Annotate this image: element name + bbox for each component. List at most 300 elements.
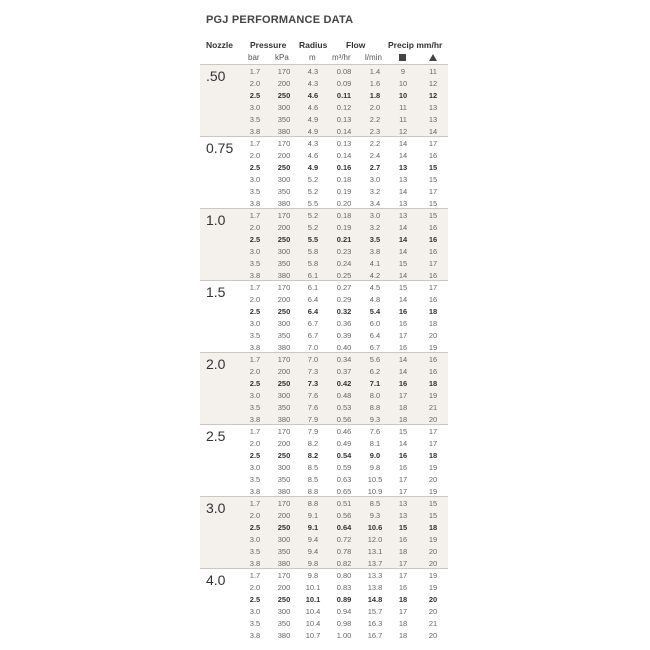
bar-cell: 3.8 (249, 415, 261, 424)
square-precip-cell: 16 (398, 379, 408, 388)
bar-cell: 2.0 (249, 439, 261, 448)
bar-cell: 2.5 (249, 91, 261, 100)
table-row (200, 367, 448, 379)
bar-cell: 1.7 (249, 139, 261, 148)
kpa-cell: 200 (277, 439, 291, 448)
lmin-cell: 6.2 (369, 367, 381, 376)
m3hr-cell: 0.21 (336, 235, 352, 244)
square-precip-cell: 16 (398, 343, 408, 352)
square-precip-cell: 16 (398, 307, 408, 316)
square-precip-cell: 14 (398, 247, 408, 256)
triangle-precip-cell: 14 (428, 127, 438, 136)
table-row (200, 307, 448, 319)
lmin-cell: 9.3 (369, 415, 381, 424)
performance-table (200, 0, 448, 650)
table-row (200, 583, 448, 595)
square-precip-cell: 18 (398, 403, 408, 412)
bar-cell: 2.5 (249, 307, 261, 316)
bar-cell: 2.5 (249, 379, 261, 388)
square-precip-cell: 17 (398, 559, 408, 568)
radius-cell: 4.9 (307, 115, 319, 124)
m3hr-cell: 0.32 (336, 307, 352, 316)
bar-cell: 2.0 (249, 79, 261, 88)
triangle-precip-cell: 16 (428, 247, 438, 256)
bar-cell: 3.5 (249, 547, 261, 556)
radius-cell: 5.2 (307, 211, 319, 220)
triangle-precip-cell: 15 (428, 211, 438, 220)
table-row (200, 175, 448, 187)
bar-cell: 3.5 (249, 475, 261, 484)
m3hr-cell: 0.56 (336, 415, 352, 424)
triangle-precip-cell: 20 (428, 607, 438, 616)
table-row (200, 247, 448, 259)
triangle-precip-cell: 17 (428, 439, 438, 448)
bar-cell: 2.5 (249, 235, 261, 244)
bar-cell: 1.7 (249, 571, 261, 580)
bar-cell: 3.8 (249, 127, 261, 136)
kpa-cell: 170 (277, 571, 291, 580)
radius-cell: 8.5 (307, 463, 319, 472)
nozzle-group (200, 64, 448, 136)
triangle-precip-cell: 19 (428, 343, 438, 352)
triangle-precip-cell: 18 (428, 307, 438, 316)
square-precip-cell: 14 (398, 187, 408, 196)
radius-cell: 5.2 (307, 175, 319, 184)
bar-cell: 3.0 (249, 319, 261, 328)
lmin-cell: 1.4 (369, 67, 381, 76)
kpa-cell: 380 (277, 127, 291, 136)
m3hr-cell: 0.54 (336, 451, 352, 460)
square-precip-cell: 15 (398, 523, 408, 532)
triangle-precip-cell: 13 (428, 115, 438, 124)
m3hr-cell: 0.25 (336, 271, 352, 280)
m3hr-cell: 0.12 (336, 103, 352, 112)
kpa-cell: 170 (277, 67, 291, 76)
m3hr-cell: 0.11 (336, 91, 352, 100)
table-row (200, 103, 448, 115)
kpa-cell: 200 (277, 151, 291, 160)
table-row (200, 355, 448, 367)
bar-cell: 2.5 (249, 451, 261, 460)
radius-cell: 7.6 (307, 391, 319, 400)
nozzle-size: 1.5 (206, 284, 226, 300)
table-row (200, 403, 448, 415)
m3hr-cell: 0.48 (336, 391, 352, 400)
radius-cell: 4.9 (307, 163, 319, 172)
bar-cell: 2.0 (249, 583, 261, 592)
triangle-precip-cell: 15 (428, 511, 438, 520)
kpa-cell: 300 (277, 175, 291, 184)
kpa-cell: 250 (277, 235, 291, 244)
kpa-cell: 380 (277, 199, 291, 208)
radius-cell: 7.3 (307, 379, 319, 388)
m3hr-cell: 0.23 (336, 247, 352, 256)
m3hr-cell: 0.56 (336, 511, 352, 520)
radius-cell: 5.8 (307, 247, 319, 256)
lmin-cell: 6.7 (369, 343, 381, 352)
radius-cell: 5.8 (307, 259, 319, 268)
bar-cell: 1.7 (249, 499, 261, 508)
square-precip-cell: 13 (398, 211, 408, 220)
lmin-cell: 9.0 (369, 451, 381, 460)
table-row (200, 595, 448, 607)
bar-cell: 3.0 (249, 103, 261, 112)
table-row (200, 607, 448, 619)
square-precip-cell: 16 (398, 583, 408, 592)
square-spacing-icon (399, 54, 406, 61)
lmin-cell: 13.8 (367, 583, 383, 592)
lmin-cell: 16.3 (367, 619, 383, 628)
lmin-cell: 6.0 (369, 319, 381, 328)
kpa-cell: 380 (277, 271, 291, 280)
radius-cell: 10.1 (305, 583, 321, 592)
bar-cell: 2.5 (249, 163, 261, 172)
radius-cell: 4.9 (307, 127, 319, 136)
m3hr-cell: 0.18 (336, 175, 352, 184)
triangle-precip-cell: 20 (428, 559, 438, 568)
square-precip-cell: 13 (398, 163, 408, 172)
square-precip-cell: 14 (398, 367, 408, 376)
m3hr-cell: 0.14 (336, 127, 352, 136)
lmin-cell: 14.8 (367, 595, 383, 604)
table-row (200, 91, 448, 103)
group-divider (200, 208, 448, 209)
bar-cell: 2.0 (249, 151, 261, 160)
radius-cell: 4.3 (307, 67, 319, 76)
lmin-cell: 6.4 (369, 331, 381, 340)
lmin-cell: 4.8 (369, 295, 381, 304)
triangle-precip-cell: 19 (428, 535, 438, 544)
triangle-precip-cell: 15 (428, 163, 438, 172)
kpa-cell: 350 (277, 115, 291, 124)
square-precip-cell: 14 (398, 151, 408, 160)
triangle-precip-cell: 21 (428, 403, 438, 412)
m3hr-cell: 0.65 (336, 487, 352, 496)
kpa-cell: 200 (277, 223, 291, 232)
bar-cell: 3.5 (249, 259, 261, 268)
nozzle-size: .50 (206, 68, 226, 84)
radius-cell: 7.9 (307, 415, 319, 424)
kpa-cell: 250 (277, 379, 291, 388)
square-precip-cell: 18 (398, 619, 408, 628)
table-row (200, 475, 448, 487)
lmin-cell: 3.4 (369, 199, 381, 208)
table-row (200, 451, 448, 463)
m3hr-cell: 0.13 (336, 139, 352, 148)
radius-cell: 4.6 (307, 151, 319, 160)
triangle-precip-cell: 19 (428, 463, 438, 472)
kpa-cell: 300 (277, 535, 291, 544)
m3hr-cell: 0.08 (336, 67, 352, 76)
triangle-precip-cell: 16 (428, 223, 438, 232)
radius-cell: 10.4 (305, 619, 321, 628)
lmin-cell: 10.6 (367, 523, 383, 532)
kpa-cell: 200 (277, 367, 291, 376)
bar-cell: 3.0 (249, 391, 261, 400)
m3hr-cell: 0.29 (336, 295, 352, 304)
triangle-precip-cell: 16 (428, 367, 438, 376)
nozzle-size: 2.5 (206, 428, 226, 444)
bar-cell: 2.0 (249, 223, 261, 232)
bar-cell: 3.8 (249, 631, 261, 640)
triangle-precip-cell: 12 (428, 79, 438, 88)
kpa-cell: 350 (277, 619, 291, 628)
bar-unit: bar (248, 53, 260, 62)
m3hr-cell: 0.83 (336, 583, 352, 592)
triangle-precip-cell: 16 (428, 271, 438, 280)
bar-cell: 3.8 (249, 343, 261, 352)
radius-cell: 9.1 (307, 523, 319, 532)
bar-cell: 1.7 (249, 67, 261, 76)
m-unit: m (309, 53, 316, 62)
lmin-cell: 3.2 (369, 223, 381, 232)
triangle-precip-cell: 16 (428, 355, 438, 364)
kpa-cell: 200 (277, 79, 291, 88)
triangle-precip-cell: 20 (428, 595, 438, 604)
triangle-precip-cell: 19 (428, 583, 438, 592)
m3hr-cell: 0.09 (336, 79, 352, 88)
m3hr-cell: 0.94 (336, 607, 352, 616)
bar-cell: 3.5 (249, 619, 261, 628)
bar-cell: 1.7 (249, 355, 261, 364)
table-row (200, 139, 448, 151)
radius-cell: 5.5 (307, 235, 319, 244)
radius-cell: 4.3 (307, 139, 319, 148)
m3hr-cell: 0.49 (336, 439, 352, 448)
bar-cell: 3.8 (249, 559, 261, 568)
triangle-precip-cell: 11 (429, 67, 437, 76)
triangle-precip-cell: 17 (428, 139, 438, 148)
table-row (200, 391, 448, 403)
triangle-precip-cell: 18 (428, 379, 438, 388)
lmin-cell: 3.0 (369, 211, 381, 220)
m3hr-cell: 0.46 (336, 427, 352, 436)
square-precip-cell: 15 (398, 259, 408, 268)
bar-cell: 2.5 (249, 595, 261, 604)
lmin-cell: 10.9 (367, 487, 383, 496)
square-precip-cell: 17 (398, 607, 408, 616)
m3hr-cell: 0.19 (336, 223, 352, 232)
bar-cell: 2.5 (249, 523, 261, 532)
kpa-cell: 300 (277, 103, 291, 112)
radius-cell: 7.0 (307, 355, 319, 364)
kpa-cell: 350 (277, 331, 291, 340)
radius-cell: 4.6 (307, 91, 319, 100)
square-precip-cell: 10 (398, 79, 408, 88)
triangle-precip-cell: 19 (428, 571, 438, 580)
table-row (200, 379, 448, 391)
kpa-cell: 350 (277, 403, 291, 412)
square-precip-cell: 10 (398, 91, 408, 100)
square-precip-cell: 15 (398, 427, 408, 436)
square-precip-cell: 18 (398, 595, 408, 604)
radius-cell: 6.7 (307, 331, 319, 340)
radius-cell: 5.2 (307, 223, 319, 232)
radius-cell: 7.6 (307, 403, 319, 412)
table-row (200, 79, 448, 91)
triangle-precip-cell: 13 (428, 103, 438, 112)
square-precip-cell: 14 (398, 271, 408, 280)
square-precip-cell: 9 (400, 67, 406, 76)
radius-cell: 8.2 (307, 439, 319, 448)
triangle-precip-cell: 18 (428, 319, 438, 328)
triangle-precip-cell: 20 (428, 331, 438, 340)
lmin-cell: 8.5 (369, 499, 381, 508)
bar-cell: 3.8 (249, 271, 261, 280)
table-row (200, 631, 448, 643)
square-precip-cell: 18 (398, 415, 408, 424)
table-row (200, 547, 448, 559)
m3hr-cell: 0.53 (336, 403, 352, 412)
triangle-precip-cell: 20 (428, 475, 438, 484)
kpa-cell: 250 (277, 91, 291, 100)
lmin-cell: 7.6 (369, 427, 381, 436)
m3hr-cell: 1.00 (336, 631, 352, 640)
kpa-cell: 170 (277, 211, 291, 220)
square-precip-cell: 13 (398, 499, 408, 508)
square-precip-cell: 13 (398, 511, 408, 520)
lmin-cell: 15.7 (367, 607, 383, 616)
triangle-precip-cell: 19 (428, 391, 438, 400)
square-precip-cell: 17 (398, 391, 408, 400)
table-row (200, 535, 448, 547)
radius-header: Radius (299, 40, 328, 50)
kpa-cell: 170 (277, 139, 291, 148)
kpa-cell: 250 (277, 523, 291, 532)
kpa-cell: 200 (277, 295, 291, 304)
square-precip-cell: 17 (398, 475, 408, 484)
m3hr-cell: 0.89 (336, 595, 352, 604)
radius-cell: 10.1 (305, 595, 321, 604)
square-precip-cell: 14 (398, 355, 408, 364)
triangle-precip-cell: 16 (428, 235, 438, 244)
table-row (200, 463, 448, 475)
triangle-precip-cell: 19 (428, 487, 438, 496)
lmin-cell: 4.5 (369, 283, 381, 292)
bar-cell: 3.8 (249, 199, 261, 208)
triangle-precip-cell: 15 (428, 175, 438, 184)
triangle-precip-cell: 15 (428, 499, 438, 508)
table-row (200, 331, 448, 343)
radius-cell: 7.3 (307, 367, 319, 376)
precip-header: Precip mm/hr (388, 40, 443, 50)
m3hr-cell: 0.14 (336, 151, 352, 160)
triangle-precip-cell: 17 (428, 427, 438, 436)
table-row (200, 571, 448, 583)
table-row (200, 439, 448, 451)
bar-cell: 3.0 (249, 535, 261, 544)
nozzle-group (200, 136, 448, 208)
bar-cell: 3.5 (249, 115, 261, 124)
lmin-cell: 8.1 (369, 439, 381, 448)
lmin-cell: 9.3 (369, 511, 381, 520)
bar-cell: 3.5 (249, 187, 261, 196)
table-row (200, 151, 448, 163)
m3hr-cell: 0.98 (336, 619, 352, 628)
square-precip-cell: 16 (398, 319, 408, 328)
radius-cell: 6.7 (307, 319, 319, 328)
square-precip-cell: 16 (398, 535, 408, 544)
m3hr-cell: 0.34 (336, 355, 352, 364)
table-row (200, 427, 448, 439)
square-precip-cell: 17 (398, 487, 408, 496)
kpa-cell: 200 (277, 511, 291, 520)
radius-cell: 9.4 (307, 535, 319, 544)
kpa-cell: 300 (277, 607, 291, 616)
bar-cell: 2.0 (249, 367, 261, 376)
square-precip-cell: 13 (398, 199, 408, 208)
lmin-cell: 16.7 (367, 631, 383, 640)
m3hr-cell: 0.36 (336, 319, 352, 328)
group-divider (200, 496, 448, 497)
m3hr-cell: 0.51 (336, 499, 352, 508)
lmin-cell: 5.6 (369, 355, 381, 364)
triangle-precip-cell: 16 (428, 295, 438, 304)
m3hr-cell: 0.72 (336, 535, 352, 544)
table-row (200, 511, 448, 523)
bar-cell: 1.7 (249, 427, 261, 436)
nozzle-size: 0.75 (206, 140, 234, 156)
flow-header: Flow (346, 40, 366, 50)
lmin-cell: 1.8 (369, 91, 381, 100)
kpa-unit: kPa (275, 53, 289, 62)
pressure-header: Pressure (250, 40, 287, 50)
radius-cell: 7.9 (307, 427, 319, 436)
square-precip-cell: 12 (398, 127, 408, 136)
bar-cell: 3.0 (249, 463, 261, 472)
table-row (200, 187, 448, 199)
kpa-cell: 350 (277, 547, 291, 556)
square-precip-cell: 13 (398, 175, 408, 184)
lmin-cell: 2.2 (369, 115, 381, 124)
nozzle-group (200, 568, 448, 640)
radius-cell: 8.8 (307, 499, 319, 508)
group-divider (200, 64, 448, 65)
lmin-cell: 8.8 (369, 403, 381, 412)
triangle-precip-cell: 20 (428, 415, 438, 424)
kpa-cell: 350 (277, 475, 291, 484)
radius-cell: 6.4 (307, 295, 319, 304)
group-divider (200, 568, 448, 569)
lmin-cell: 2.0 (369, 103, 381, 112)
table-row (200, 619, 448, 631)
table-row (200, 295, 448, 307)
nozzle-group (200, 424, 448, 496)
bar-cell: 3.5 (249, 403, 261, 412)
lmin-unit: l/min (365, 53, 382, 62)
m3hr-cell: 0.20 (336, 199, 352, 208)
bar-cell: 3.5 (249, 331, 261, 340)
square-precip-cell: 11 (399, 115, 407, 124)
m3hr-cell: 0.40 (336, 343, 352, 352)
nozzle-size: 1.0 (206, 212, 226, 228)
radius-cell: 7.0 (307, 343, 319, 352)
lmin-cell: 2.7 (369, 163, 381, 172)
group-divider (200, 280, 448, 281)
kpa-cell: 250 (277, 307, 291, 316)
kpa-cell: 250 (277, 163, 291, 172)
table-row (200, 499, 448, 511)
lmin-cell: 1.6 (369, 79, 381, 88)
kpa-cell: 250 (277, 595, 291, 604)
table-row (200, 223, 448, 235)
triangle-precip-cell: 17 (428, 187, 438, 196)
kpa-cell: 300 (277, 463, 291, 472)
m3hr-cell: 0.39 (336, 331, 352, 340)
table-row (200, 523, 448, 535)
table-row (200, 67, 448, 79)
bar-cell: 3.8 (249, 487, 261, 496)
